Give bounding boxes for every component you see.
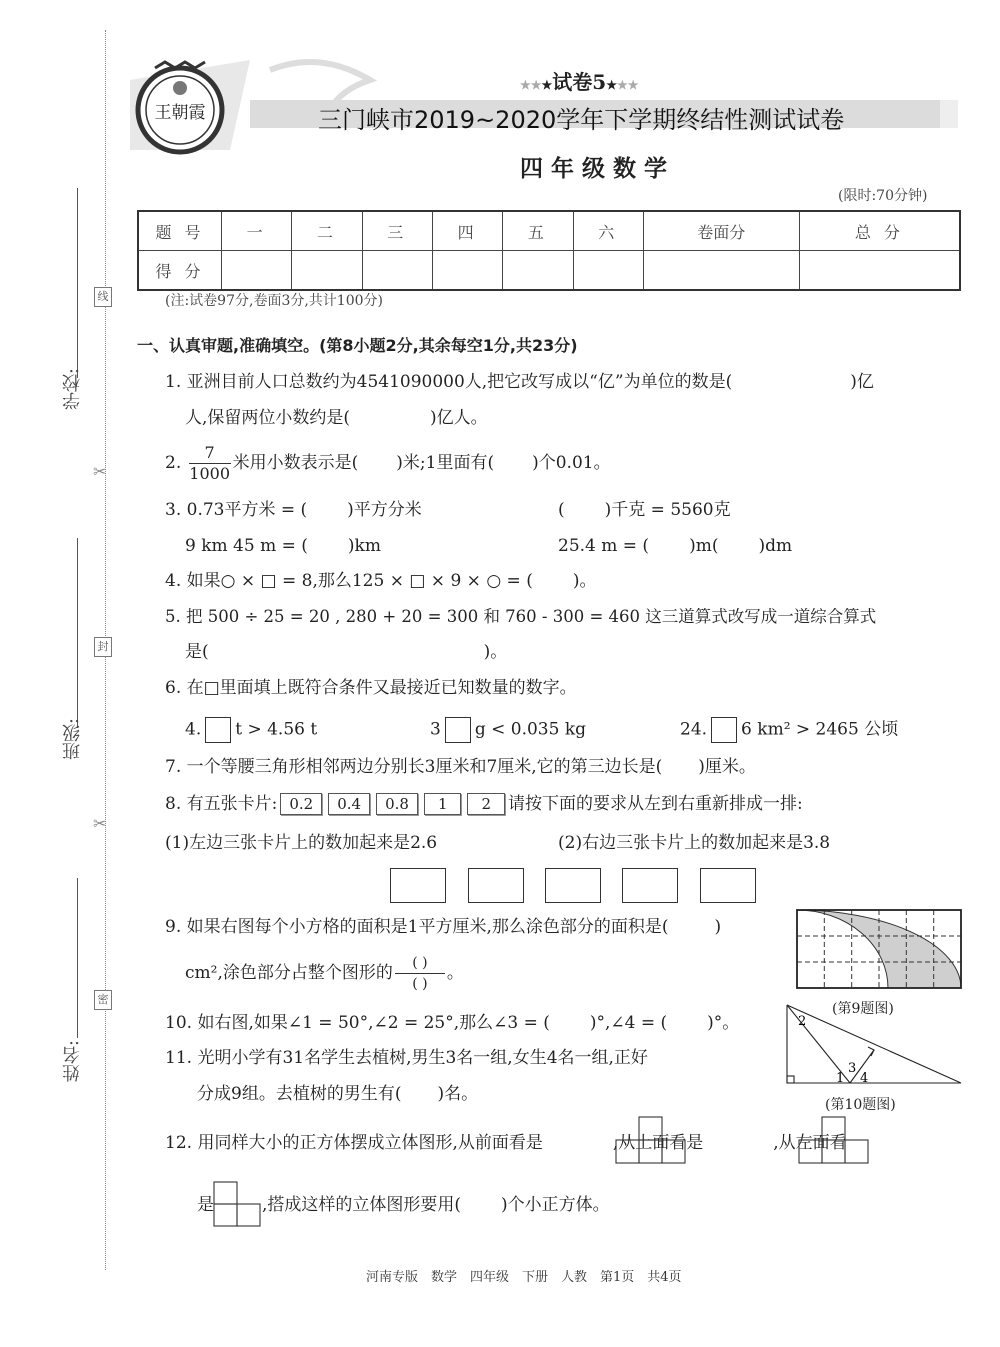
q3-text: 9 km 45 m = ( [185, 536, 308, 556]
table-cell: 总 分 [799, 211, 960, 251]
q3-text: ( [558, 500, 565, 520]
question-3 [165, 499, 422, 521]
number-card: 1 [424, 793, 462, 815]
q6-item-3 [680, 717, 898, 743]
score-input[interactable] [643, 251, 799, 291]
table-cell: 得 分 [138, 251, 222, 291]
card-answer-box[interactable] [468, 868, 524, 903]
score-input[interactable] [503, 251, 573, 291]
score-input[interactable] [222, 251, 292, 291]
card-answer-box[interactable] [700, 868, 756, 903]
q3-text: )m( [689, 536, 719, 556]
q1-text: )亿 [850, 372, 874, 392]
q8-text: 请按下面的要求从左到右重新排成一排: [508, 794, 803, 814]
q6-item-2 [430, 717, 586, 743]
q6-text: 4. [185, 719, 202, 740]
scissors-icon: ✂ [93, 814, 107, 833]
fraction-blank[interactable] [395, 953, 445, 994]
q6-text: 24. [680, 719, 708, 740]
q12-text: ,从上面看是 [612, 1133, 704, 1153]
series-text: 试卷5 [552, 70, 607, 94]
angle-label: 1 [836, 1071, 845, 1086]
question-1-cont [185, 407, 488, 429]
q3-text: )平方分米 [347, 500, 422, 520]
class-underline [77, 538, 78, 728]
q10-caption: (第10题图) [825, 1097, 896, 1113]
table-cell: 卷面分 [643, 211, 799, 251]
digit-box[interactable] [445, 717, 471, 743]
q1-text: 1. 亚洲目前人口总数约为4541090000人,把它改写成以“亿”为单位的数是( [165, 372, 733, 392]
card-answer-box[interactable] [545, 868, 601, 903]
question-5 [165, 606, 876, 628]
fraction [189, 443, 231, 484]
question-6: 6. 在□里面填上既符合条件又最接近已知数量的数字。 [165, 678, 577, 698]
table-row [138, 211, 960, 251]
question-3b [558, 499, 731, 521]
q3-text: 3. 0.73平方米 = ( [165, 500, 308, 520]
school-underline [77, 188, 78, 378]
number-card: 0.8 [376, 793, 418, 815]
q2-text: )米;1里面有( [396, 453, 495, 473]
q2-number: 2. [165, 453, 182, 473]
card-answer-box[interactable] [622, 868, 678, 903]
q12-text: 12. 用同样大小的正方体摆成立体图形,从前面看是 [165, 1133, 543, 1153]
left-view-figure [213, 1180, 265, 1230]
seal-mark-seal: 封 [94, 637, 112, 657]
question-10 [165, 1012, 739, 1034]
q10-text: )°。 [707, 1013, 740, 1033]
score-input[interactable] [799, 251, 960, 291]
digit-box[interactable] [711, 717, 737, 743]
table-cell: 四 [432, 211, 502, 251]
score-note: (注:试卷97分,卷面3分,共计100分) [165, 293, 383, 309]
numerator: 7 [204, 443, 215, 462]
table-cell: 三 [362, 211, 432, 251]
question-5-cont [185, 641, 507, 663]
numerator-blank: ( ) [412, 955, 428, 971]
subject-title: 四 年 级 数 学 [520, 156, 668, 182]
q3-text: )dm [758, 536, 793, 556]
name-label: 姓名: [62, 1040, 83, 1083]
table-cell: 五 [503, 211, 573, 251]
table-cell: 六 [573, 211, 643, 251]
question-12 [165, 1132, 847, 1154]
denominator-blank: ( ) [395, 973, 445, 994]
number-card: 0.4 [328, 793, 370, 815]
q5-text: 是( [185, 642, 209, 662]
q10-figure [780, 1000, 970, 1090]
q2-text: 米用小数表示是( [232, 453, 359, 473]
question-7 [165, 756, 756, 778]
angle-label: 2 [798, 1014, 807, 1029]
table-cell: 二 [292, 211, 362, 251]
q9-caption: (第9题图) [832, 1001, 894, 1017]
question-11: 11. 光明小学有31名学生去植树,男生3名一组,女生4名一组,正好 [165, 1048, 648, 1068]
q7-text: 7. 一个等腰三角形相邻两边分别长3厘米和7厘米,它的第三边长是( [165, 757, 663, 777]
question-3d [558, 535, 792, 557]
section-heading: 一、认真审题,准确填空。(第8小题2分,其余每空1分,共23分) [137, 336, 578, 355]
question-8 [165, 793, 803, 815]
table-cell: 一 [222, 211, 292, 251]
brand-logo [135, 60, 225, 155]
time-limit: (限时:70分钟) [838, 188, 928, 204]
scissors-icon: ✂ [93, 462, 107, 481]
q3-text: )km [347, 536, 381, 556]
q12-text: ,从左面看 [773, 1133, 847, 1153]
q8-sub-2: (2)右边三张卡片上的数加起来是3.8 [558, 833, 831, 853]
q9-text: 。 [446, 963, 464, 983]
table-cell: 题 号 [138, 211, 222, 251]
q3-text: 25.4 m = ( [558, 536, 650, 556]
q6-text: 6 km² > 2465 公顷 [741, 719, 899, 740]
q10-text: )°,∠4 = ( [589, 1013, 668, 1033]
angle-label: 4 [860, 1071, 869, 1086]
q6-text: 3 [430, 719, 441, 740]
exam-title: 三门峡市2019~2020学年下学期终结性测试试卷 [318, 106, 845, 134]
q9-figure [795, 908, 965, 992]
q6-item-1 [185, 717, 317, 743]
number-card: 0.2 [280, 793, 322, 815]
svg-text:王朝霞: 王朝霞 [154, 103, 206, 123]
denominator: 1000 [189, 464, 230, 483]
q2-text: )个0.01。 [532, 453, 611, 473]
card-answer-box[interactable] [390, 868, 446, 903]
q11-text: 分成9组。去植树的男生有( [197, 1084, 402, 1104]
q6-text: t > 4.56 t [235, 719, 318, 740]
angle-label: 3 [848, 1061, 857, 1076]
q4-text: )。 [572, 571, 597, 591]
q9-text: cm²,涂色部分占整个图形的 [185, 963, 393, 983]
question-11-cont [197, 1083, 478, 1105]
digit-box[interactable] [205, 717, 231, 743]
q10-text: 10. 如右图,如果∠1 = 50°,∠2 = 25°,那么∠3 = ( [165, 1013, 550, 1033]
question-2 [165, 440, 611, 486]
question-9-cont [185, 948, 464, 998]
class-label: 班级: [62, 718, 83, 761]
q3-text: )千克 = 5560克 [604, 500, 731, 520]
q1-text: 人,保留两位小数约是( [185, 408, 351, 428]
q6-text: g < 0.035 kg [474, 719, 587, 740]
q9-text: ) [714, 917, 722, 937]
q1-text: )亿人。 [430, 408, 488, 428]
question-4 [165, 570, 596, 592]
q5-text: )。 [483, 642, 508, 662]
q12-text: 是 [197, 1195, 214, 1215]
q4-text: 4. 如果○ × □ = 8,那么125 × □ × 9 × ○ = ( [165, 571, 533, 591]
question-3c [185, 535, 381, 557]
question-9 [165, 916, 721, 938]
q12-text: ,搭成这样的立体图形要用( [262, 1195, 462, 1215]
score-input[interactable] [432, 251, 502, 291]
question-1 [165, 371, 874, 393]
q7-text: )厘米。 [698, 757, 756, 777]
seal-mark-secret: 密 [94, 990, 112, 1010]
q11-text: )名。 [437, 1084, 479, 1104]
school-label: 学校: [62, 368, 83, 411]
score-input[interactable] [362, 251, 432, 291]
number-card: 2 [467, 793, 505, 815]
q9-text: 9. 如果右图每个小方格的面积是1平方厘米,那么涂色部分的面积是( [165, 917, 669, 937]
front-view-figure [615, 1115, 687, 1167]
q8-text: 8. 有五张卡片: [165, 794, 278, 814]
seal-mark-line: 线 [94, 287, 112, 307]
score-input[interactable] [573, 251, 643, 291]
score-input[interactable] [292, 251, 362, 291]
q8-sub-1: (1)左边三张卡片上的数加起来是2.6 [165, 833, 438, 853]
q5-text: 5. 把 500 ÷ 25 = 20 , 280 + 20 = 300 和 760 - 300 = 460 这三道算式改写成一道综合算式 [165, 607, 877, 626]
table-row [138, 251, 960, 291]
q12-text: )个小正方体。 [501, 1195, 610, 1215]
series-label: ★★★试卷5★★★ [520, 70, 639, 94]
top-view-figure [798, 1115, 870, 1167]
score-table [137, 210, 961, 291]
page-footer: 河南专版 数学 四年级 下册 人教 第1页 共4页 [366, 1270, 682, 1285]
name-underline [77, 878, 78, 1038]
